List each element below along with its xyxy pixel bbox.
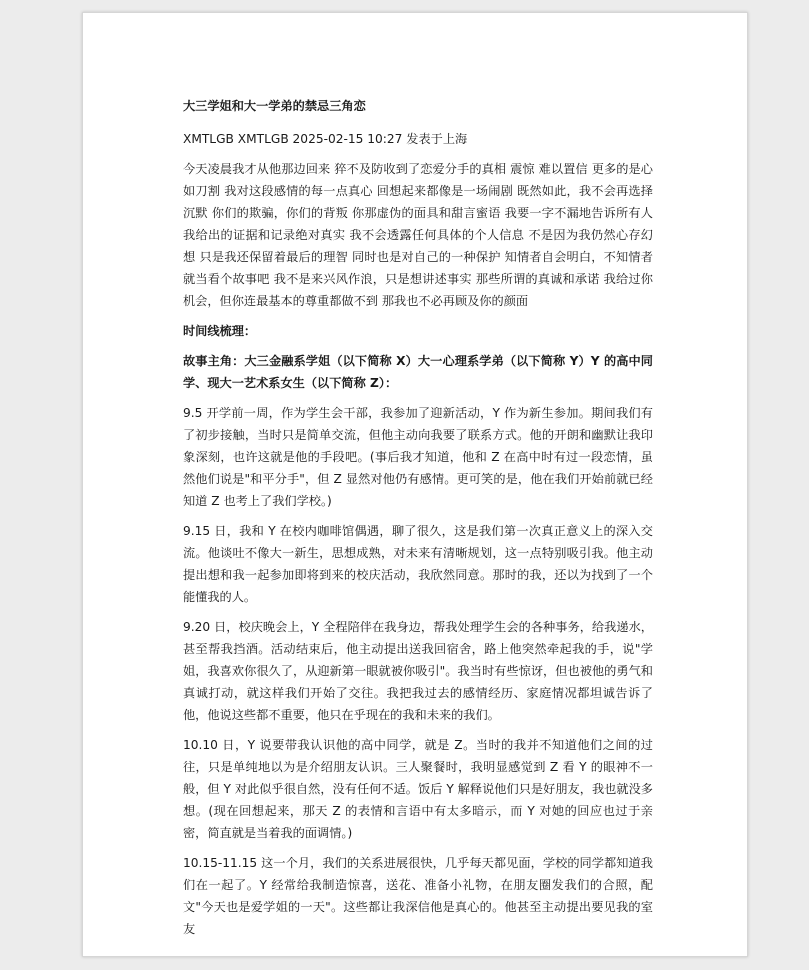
characters-paragraph: 故事主角：大三金融系学姐（以下简称 X）大一心理系学弟（以下简称 Y）Y 的高中同学、现大一艺术系女生（以下简称 Z）： bbox=[183, 354, 653, 390]
post-title: 大三学姐和大一学弟的禁忌三角恋 bbox=[183, 99, 366, 113]
timeline-entry: 9.20 日，校庆晚会上，Y 全程陪伴在我身边，帮我处理学生会的各种事务，给我递水，甚至帮我挡酒。活动结束后，他主动提出送我回宿舍，路上他突然牵起我的手，说"学姐，我喜欢你很久了，从迎新第一眼就被你吸引"。我当时有些惊讶，但也被他的勇气和真诚打动，就这样我们开始了交往。我把我过去的感情经历、家庭情况都坦诚告诉了他，他说这些都不重要，他只在乎现在的我和未来的我们。 bbox=[183, 620, 653, 722]
timeline-entry: 9.15 日，我和 Y 在校内咖啡馆偶遇，聊了很久，这是我们第一次真正意义上的深入交流。他谈吐不像大一新生，思想成熟，对未来有清晰规划，这一点特别吸引我。他主动提出想和我一起参加即将到来的校庆活动，我欣然同意。那时的我，还以为找到了一个能懂我的人。 bbox=[183, 524, 653, 604]
timeline-entry: 9.5 开学前一周，作为学生会干部，我参加了迎新活动，Y 作为新生参加。期间我们有了初步接触，当时只是简单交流，但他主动向我要了联系方式。他的开朗和幽默让我印象深刻，也许这就是他的手段吧。(事后我才知道，他和 Z 在高中时有过一段恋情，虽然他们说是"和平分手"，但 Z 显然对他仍有感情。更可笑的是，他在我们开始前就已经知道 Z 也考上了我们学校。) bbox=[183, 406, 653, 508]
intro-paragraph: 今天凌晨我才从他那边回来 猝不及防收到了恋爱分手的真相 震惊 难以置信 更多的是心如刀割 我对这段感情的每一点真心 回想起来都像是一场闹剧 既然如此，我不会再选择沉默 你们的欺骗，你们的背叛 你那虚伪的面具和甜言蜜语 我要一字不漏地告诉所有人 我给出的证据和记录绝对真实 我不会透露任何具体的个人信息 不是因为我仍然心存幻想 只是我还保留着最后的理智 同时也是对自己的一种保护 知情者自会明白，不知情者就当看个故事吧 我不是来兴风作浪，只是想讲述事实 那些所谓的真诚和承诺 我给过你机会，但你连最基本的尊重都做不到 那我也不必再顾及你的颜面 bbox=[183, 162, 653, 308]
document-page bbox=[82, 12, 748, 957]
post-meta: XMTLGB XMTLGB 2025-02-15 10:27 发表于上海 bbox=[183, 132, 468, 146]
timeline-heading: 时间线梳理： bbox=[183, 324, 257, 338]
document-content bbox=[183, 97, 653, 948]
timeline-entry: 10.10 日，Y 说要带我认识他的高中同学，就是 Z。当时的我并不知道他们之间的过往，只是单纯地以为是介绍朋友认识。三人聚餐时，我明显感觉到 Z 看 Y 的眼神不一般，但 Y 对此似乎很自然，没有任何不适。饭后 Y 解释说他们只是好朋友，我也就没多想。(现在回想起来，那天 Z 的表情和言语中有太多暗示，而 Y 对她的回应也过于亲密，简直就是当着我的面调情。) bbox=[183, 738, 653, 840]
timeline-entry: 10.15-11.15 这一个月，我们的关系进展很快，几乎每天都见面，学校的同学都知道我们在一起了。Y 经常给我制造惊喜，送花、准备小礼物，在朋友圈发我们的合照，配文"今天也是爱学姐的一天"。这些都让我深信他是真心的。他甚至主动提出要见我的室友 bbox=[183, 856, 653, 936]
